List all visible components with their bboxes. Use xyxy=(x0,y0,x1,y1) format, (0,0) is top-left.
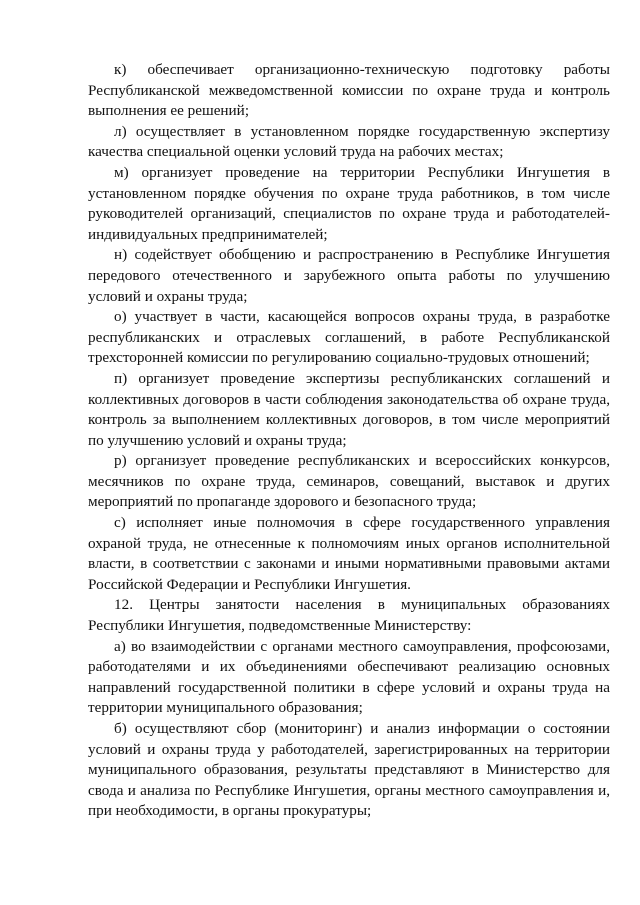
paragraph-k: к) обеспечивает организационно-техническую подготовку работы Республиканской межведомственной комиссии по охране труда и контроль выполнения ее решений; xyxy=(88,61,610,120)
paragraph-b: б) осуществляют сбор (мониторинг) и анализ информации о состоянии условий и охраны труда у работодателей, зарегистрированных на территории муниципального образования, результаты представляют в Министерство для свода и анализа по Республике Ингушетия, органы местного самоуправления и, при необходимости, в органы прокуратуры; xyxy=(88,720,610,820)
paragraph-o: о) участвует в части, касающейся вопросов охраны труда, в разработке республиканских и отраслевых соглашений, в работе Республиканской трехсторонней комиссии по регулированию социально-трудовых отношений; xyxy=(88,308,610,367)
paragraph-p: п) организует проведение экспертизы республиканских соглашений и коллективных договоров в части соблюдения законодательства об охране труда, контроль за выполнением коллективных договоров, в том числе мероприятий по улучшению условий и охраны труда; xyxy=(88,369,610,449)
paragraph-a: а) во взаимодействии с органами местного самоуправления, профсоюзами, работодателями и их объединениями обеспечивают реализацию основных направлений государственной политики в сфере условий и охраны труда на территории муниципального образования; xyxy=(88,637,610,717)
paragraph-n: н) содействует обобщению и распространению в Республике Ингушетия передового отечественного и зарубежного опыта работы по улучшению условий и охраны труда; xyxy=(88,246,610,305)
paragraph-r: р) организует проведение республиканских и всероссийских конкурсов, месячников по охране труда, семинаров, совещаний, выставок и других мероприятий по пропаганде здорового и безопасного труда; xyxy=(88,452,610,511)
paragraph-s: с) исполняет иные полномочия в сфере государственного управления охраной труда, не отнесенные к полномочиям иных органов исполнительной власти, в соответствии с законами и иными нормативными правовыми актами Российской Федерации и Республики Ингушетия. xyxy=(88,514,610,593)
document-page xyxy=(88,60,610,822)
paragraph-m: м) организует проведение на территории Республики Ингушетия в установленном порядке обучения по охране труда работников, в том числе руководителей организаций, специалистов по охране труда и работодателей-индивидуальных предпринимателей; xyxy=(88,163,610,243)
section-12-heading: 12. Центры занятости населения в муниципальных образованиях Республики Ингушетия, подведомственные Министерству: xyxy=(88,596,610,635)
paragraph-l: л) осуществляет в установленном порядке государственную экспертизу качества специальной оценки условий труда на рабочих местах; xyxy=(88,122,610,161)
